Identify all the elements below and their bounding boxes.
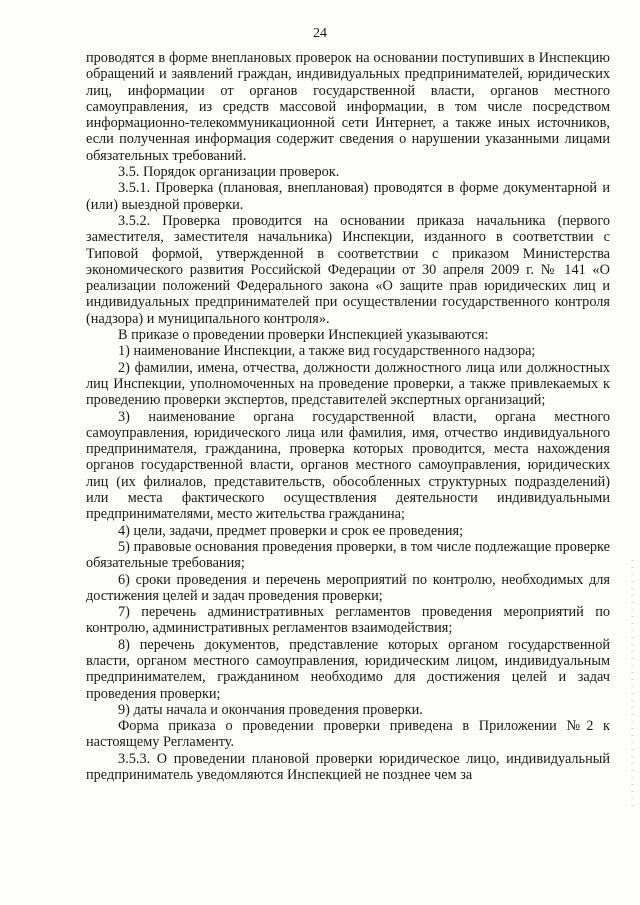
list-item: 1) наименование Инспекции, а также вид государственного надзора;: [118, 343, 536, 360]
list-item: 2) фамилии, имена, отчества, должности должностного лица или должностных лиц Инспекции, уполномоченных на проведение проверки, а также привлекаемых к проведению проверки экспертов, представителей экспертных организаций;: [86, 359, 610, 409]
paragraph: 3.5.1. Проверка (плановая, внеплановая) проводятся в форме документарной и (или) выездной проверки.: [86, 180, 610, 213]
list-item: 8) перечень документов, представление которых органом государственной власти, органом местного самоуправления, юридическим лицом, индивидуальным предпринимателем, гражданином необходимо для достижения целей и задач проведения проверки;: [86, 636, 610, 702]
section-heading: 3.5. Порядок организации проверок.: [118, 164, 340, 181]
list-item: 4) цели, задачи, предмет проверки и срок ее проведения;: [118, 522, 464, 539]
list-item: 9) даты начала и окончания проведения проверки.: [118, 701, 423, 718]
paragraph: 3.5.3. О проведении плановой проверки юридическое лицо, индивидуальный предприниматель уведомляются Инспекцией не позднее чем за: [86, 750, 610, 784]
scan-edge-artifact: [631, 560, 634, 810]
list-item: 3) наименование органа государственной власти, органа местного самоуправления, юридического лица или фамилия, имя, отчество индивидуального предпринимателя, гражданина, проверка которых проводится, места нахождения органов государственной власти, органов местного самоуправления, юридических лиц (их филиалов, представительств, обособленных структурных подразделений) или места фактического осуществления деятельности индивидуальными предпринимателями, место жительства гражданина;: [86, 408, 610, 523]
list-item: 5) правовые основания проведения проверки, в том числе подлежащие проверке обязательные требования;: [86, 538, 610, 572]
page-number: 24: [313, 26, 327, 41]
list-item: 6) сроки проведения и перечень мероприятий по контролю, необходимых для достижения целей и задач проведения проверки;: [86, 571, 610, 604]
paragraph: Форма приказа о проведении проверки приведена в Приложении №2 к настоящему Регламенту.: [86, 718, 610, 751]
paragraph: В приказе о проведении проверки Инспекцией указываются:: [118, 327, 489, 344]
paragraph: 3.5.2. Проверка проводится на основании приказа начальника (первого заместителя, заместителя начальника) Инспекции, изданного в соответствии с Типовой формой, утвержденной в соответствии с приказом Министерства экономического развития Российской Федерации от 30 апреля 2009 г. № 141 «О реализации положений Федерального закона «О защите прав юридических лиц и индивидуальных предпринимателей при осуществлении государственного контроля (надзора) и муниципального контроля».: [86, 212, 610, 327]
list-item: 7) перечень административных регламентов проведения мероприятий по контролю, административных регламентов взаимодействия;: [86, 604, 610, 637]
document-body: [86, 50, 610, 783]
paragraph: проводятся в форме внеплановых проверок на основании поступивших в Инспекцию обращений и заявлений граждан, индивидуальных предпринимателей, юридических лиц, информации от органов государственной власти, органов местного самоуправления, из средств массовой информации, в том числе посредством информационно-телекоммуникационной сети Интернет, а также иных источников, если полученная информация содержит сведения о нарушении указанными лицами обязательных требований.: [86, 50, 610, 164]
